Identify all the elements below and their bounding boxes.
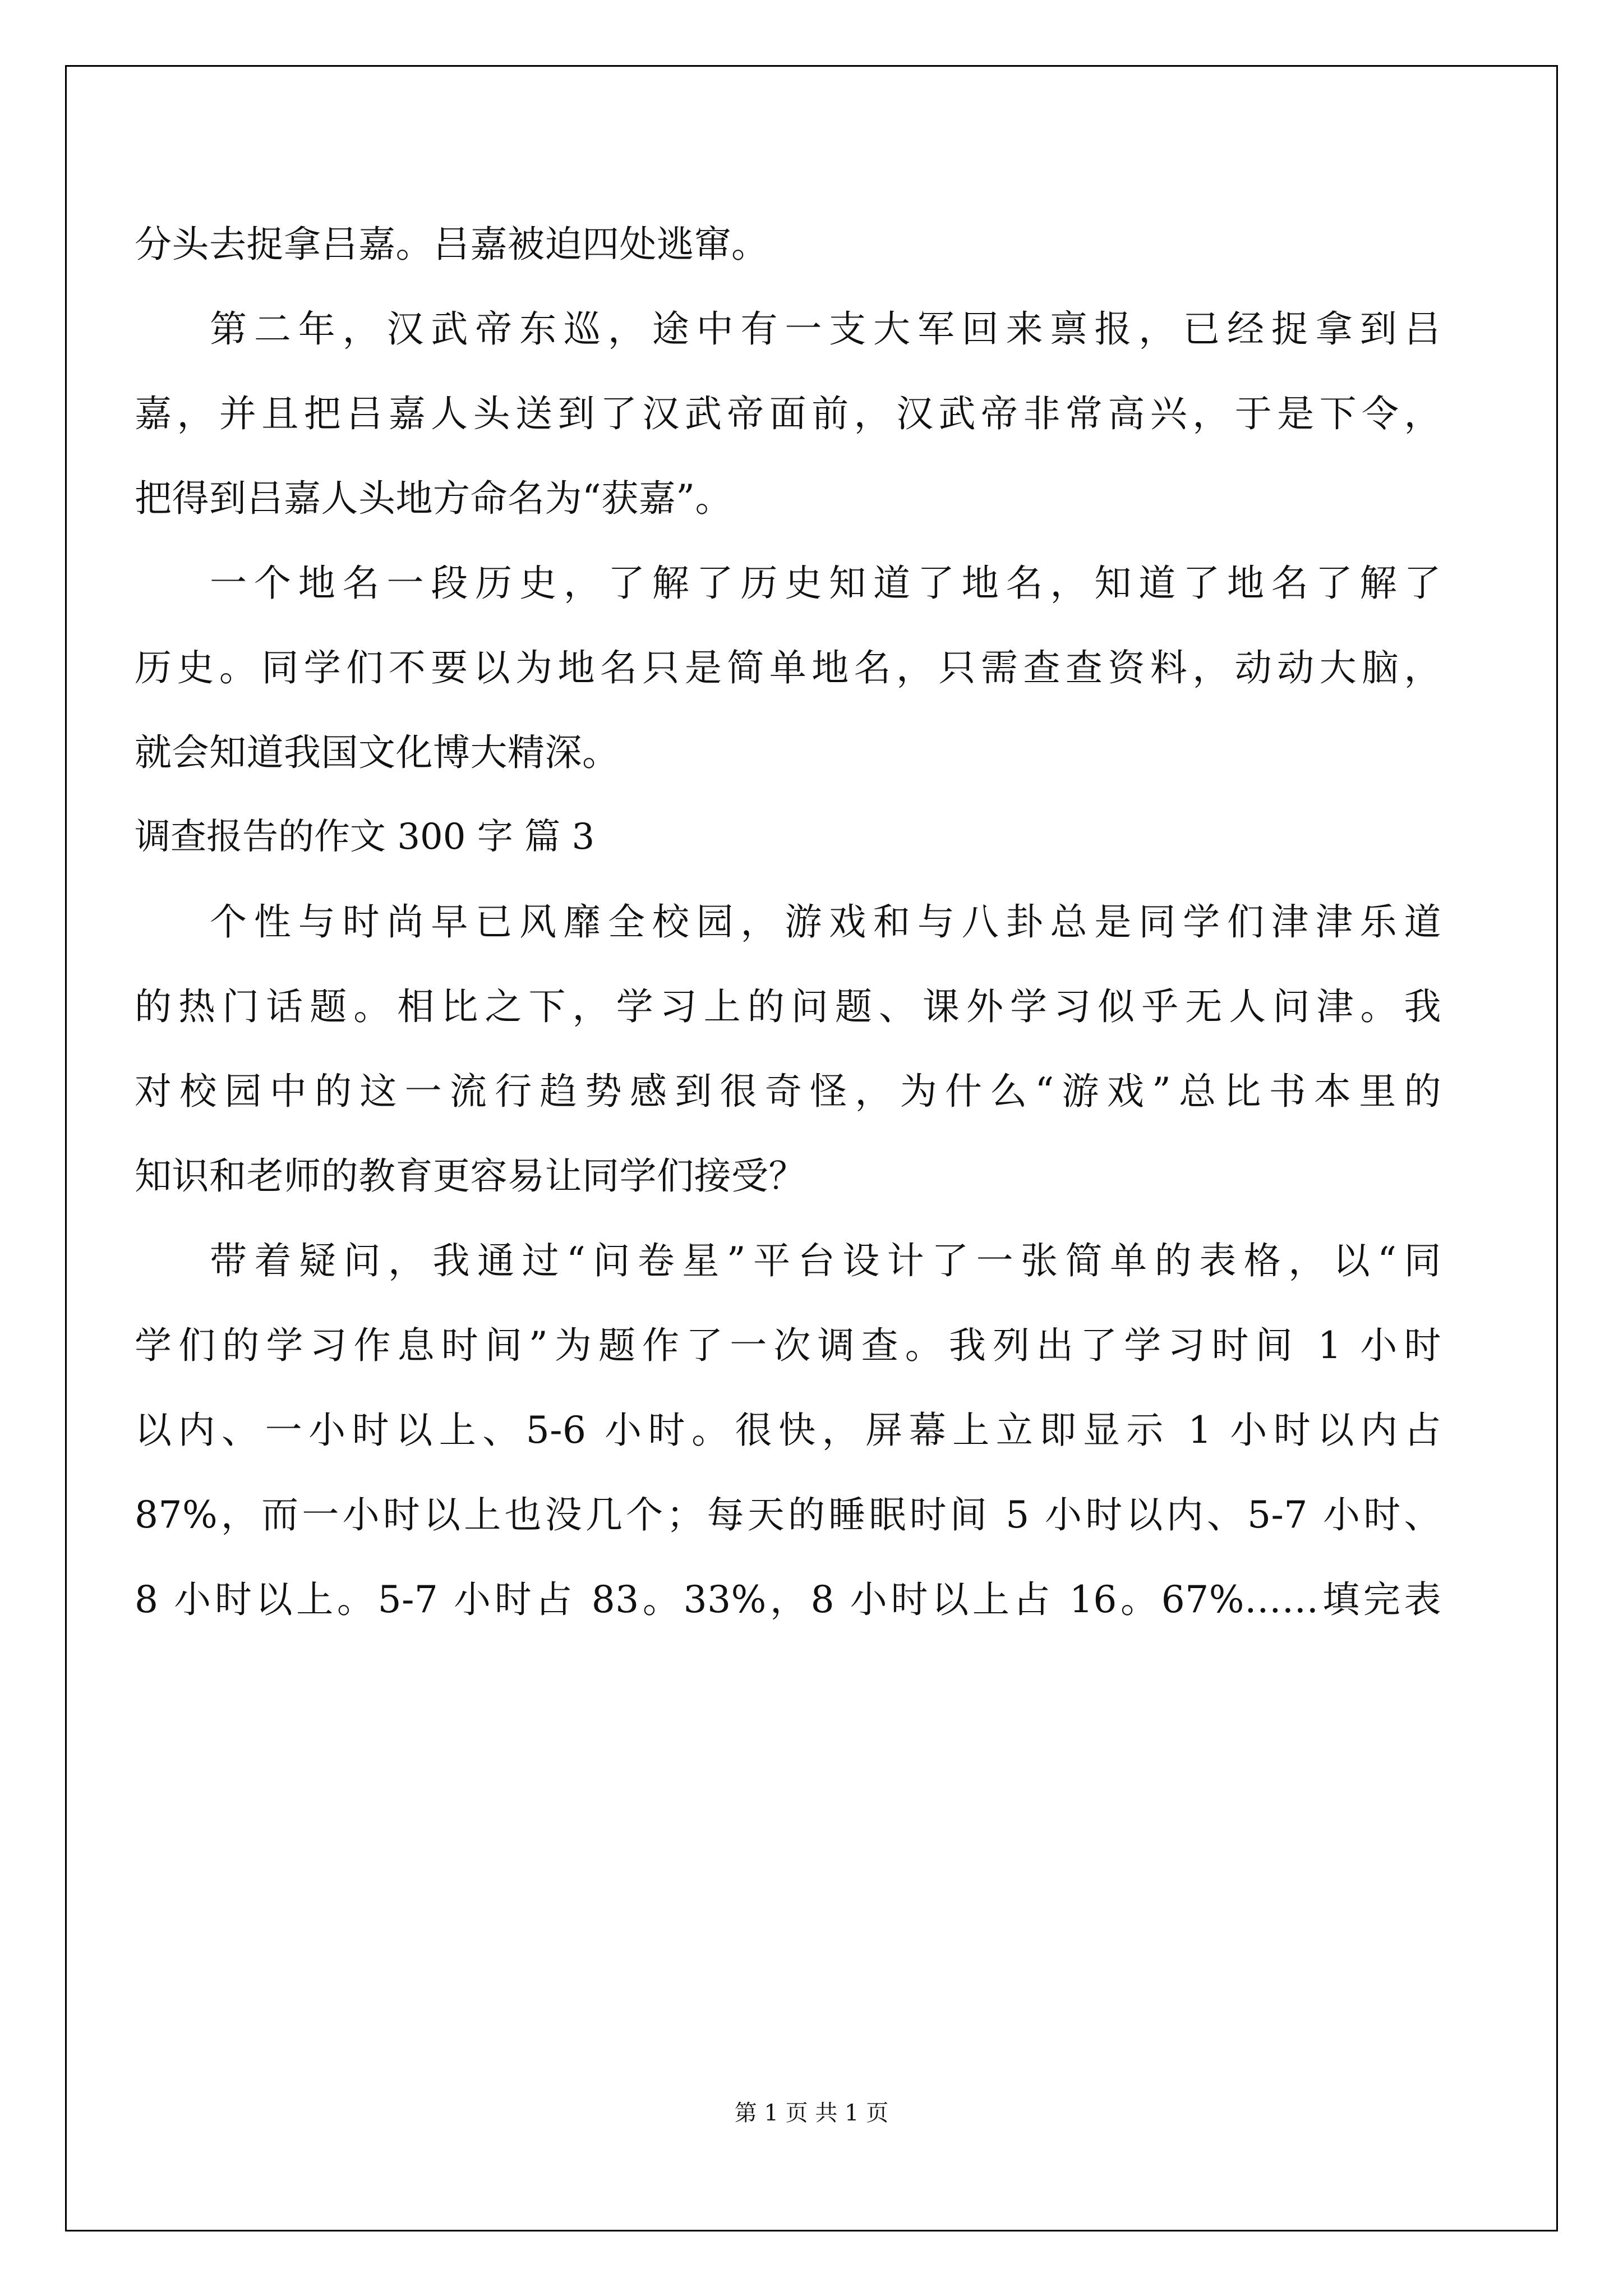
text-line: 87%，而一小时以上也没几个；每天的睡眠时间 5 小时以内、5-7 小时、 <box>135 1493 1441 1536</box>
text-line: 知识和老师的教育更容易让同学们接受？ <box>135 1154 806 1198</box>
text-line: 个性与时尚早已风靡全校园，游戏和与八卦总是同学们津津乐道 <box>210 900 1441 944</box>
section-heading: 调查报告的作文 300 字 篇 3 <box>135 816 595 858</box>
text-line: 把得到吕嘉人头地方命名为“获嘉”。 <box>135 477 732 520</box>
text-line: 嘉，并且把吕嘉人头送到了汉武帝面前，汉武帝非常高兴，于是下令， <box>135 392 1441 435</box>
document-body <box>135 202 1441 1642</box>
text-line: 第二年，汉武帝东巡，途中有一支大军回来禀报，已经捉拿到吕 <box>210 307 1441 351</box>
text-line: 以内、一小时以上、5-6 小时。很快，屏幕上立即显示 1 小时以内占 <box>135 1409 1441 1452</box>
text-line: 带着疑问，我通过“问卷星”平台设计了一张简单的表格，以“同 <box>210 1239 1441 1282</box>
page-footer: 第 1 页 共 1 页 <box>734 2100 889 2126</box>
text-line: 就会知道我国文化博大精深。 <box>135 731 620 774</box>
text-line: 的热门话题。相比之下，学习上的问题、课外学习似乎无人问津。我 <box>135 985 1441 1028</box>
text-line: 一个地名一段历史，了解了历史知道了地名，知道了地名了解了 <box>210 562 1441 605</box>
text-line: 学们的学习作息时间”为题作了一次调查。我列出了学习时间 1 小时 <box>135 1324 1441 1367</box>
text-line: 历史。同学们不要以为地名只是简单地名，只需查查资料，动动大脑， <box>135 646 1441 689</box>
text-line: 对校园中的这一流行趋势感到很奇怪，为什么“游戏”总比书本里的 <box>135 1070 1441 1113</box>
text-line: 8 小时以上。5-7 小时占 83。33%，8 小时以上占 16。67%……填完表 <box>135 1578 1441 1621</box>
text-line: 分头去捉拿吕嘉。吕嘉被迫四处逃窜。 <box>135 223 769 266</box>
